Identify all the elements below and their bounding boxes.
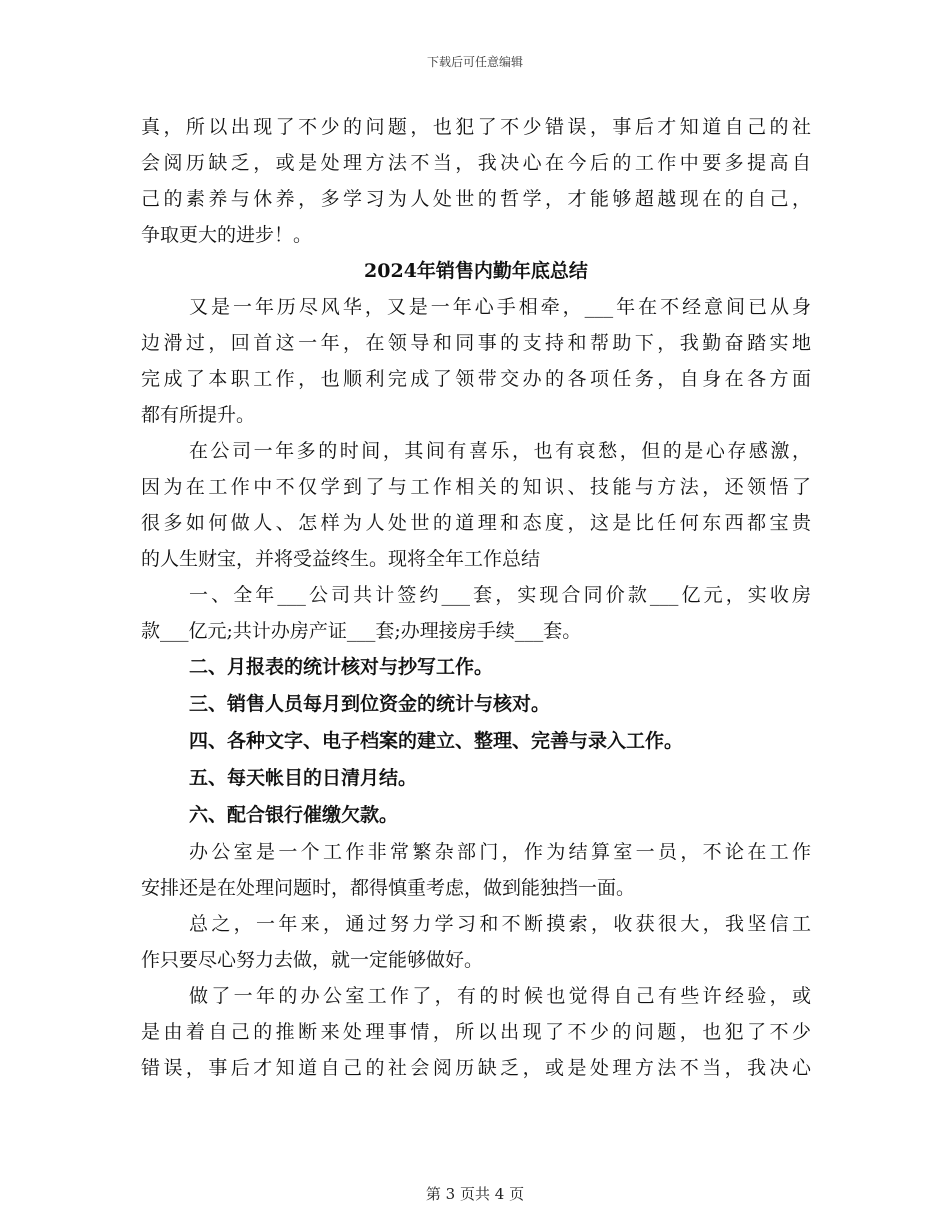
- list-item-heading: 三、销售人员每月到位资金的统计与核对。: [189, 693, 551, 715]
- paragraph-line: 真，所以出现了不少的问题，也犯了不少错误，事后才知道自己的社: [141, 116, 811, 138]
- paragraph-first-line: 在公司一年多的时间，其间有喜乐，也有哀愁，但的是心存感激，: [189, 440, 811, 462]
- list-item-heading: 六、配合银行催缴欠款。: [189, 804, 399, 826]
- paragraph-line: 争取更大的进步！。: [141, 224, 313, 246]
- paragraph-first-line: 总之，一年来，通过努力学习和不断摸索，收获很大，我坚信工: [189, 913, 811, 935]
- paragraph-first-line: 一、全年___公司共计签约___套，实现合同价款___亿元，实收房: [189, 584, 811, 606]
- page-footer: 第 3 页共 4 页: [425, 1185, 525, 1203]
- paragraph-line: 款___亿元;共计办房产证___套;办理接房手续___套。: [141, 620, 582, 642]
- paragraph-line: 会阅历缺乏，或是处理方法不当，我决心在今后的工作中要多提高自: [141, 152, 811, 174]
- paragraph-line: 都有所提升。: [141, 404, 256, 426]
- paragraph-first-line: 又是一年历尽风华，又是一年心手相牵，___年在不经意间已从身: [189, 296, 811, 318]
- paragraph-line: 完成了本职工作，也顺利完成了领带交办的各项任务，自身在各方面: [141, 368, 811, 390]
- paragraph-line: 己的素养与休养，多学习为人处世的哲学，才能够超越现在的自己，: [141, 188, 811, 210]
- paragraph-line: 安排还是在处理问题时，都得慎重考虑，做到能独挡一面。: [141, 877, 636, 899]
- section-title: 2024年销售内勤年底总结: [364, 260, 588, 282]
- document-body: [141, 109, 811, 1086]
- paragraph-first-line: 做了一年的办公室工作了，有的时候也觉得自己有些许经验，或: [189, 985, 811, 1007]
- paragraph-line: 的人生财宝，并将受益终生。现将全年工作总结: [141, 548, 541, 570]
- list-item-heading: 四、各种文字、电子档案的建立、整理、完善与录入工作。: [189, 730, 684, 752]
- paragraph-line: 边滑过，回首这一年，在领导和同事的支持和帮助下，我勤奋踏实地: [141, 332, 811, 354]
- paragraph-line: 很多如何做人、怎样为人处世的道理和态度，这是比任何东西都宝贵: [141, 512, 811, 534]
- list-item-heading: 二、月报表的统计核对与抄写工作。: [189, 656, 494, 678]
- paragraph-line: 错误，事后才知道自己的社会阅历缺乏，或是处理方法不当，我决心: [141, 1057, 811, 1079]
- page-header: 下载后可任意编辑: [426, 55, 523, 69]
- paragraph-line: 是由着自己的推断来处理事情，所以出现了不少的问题，也犯了不少: [141, 1021, 811, 1043]
- paragraph-line: 作只要尽心努力去做，就一定能够做好。: [141, 949, 484, 971]
- list-item-heading: 五、每天帐目的日清月结。: [189, 767, 418, 789]
- paragraph-first-line: 办公室是一个工作非常繁杂部门，作为结算室一员，不论在工作: [189, 841, 811, 863]
- paragraph-line: 因为在工作中不仅学到了与工作相关的知识、技能与方法，还领悟了: [141, 476, 811, 498]
